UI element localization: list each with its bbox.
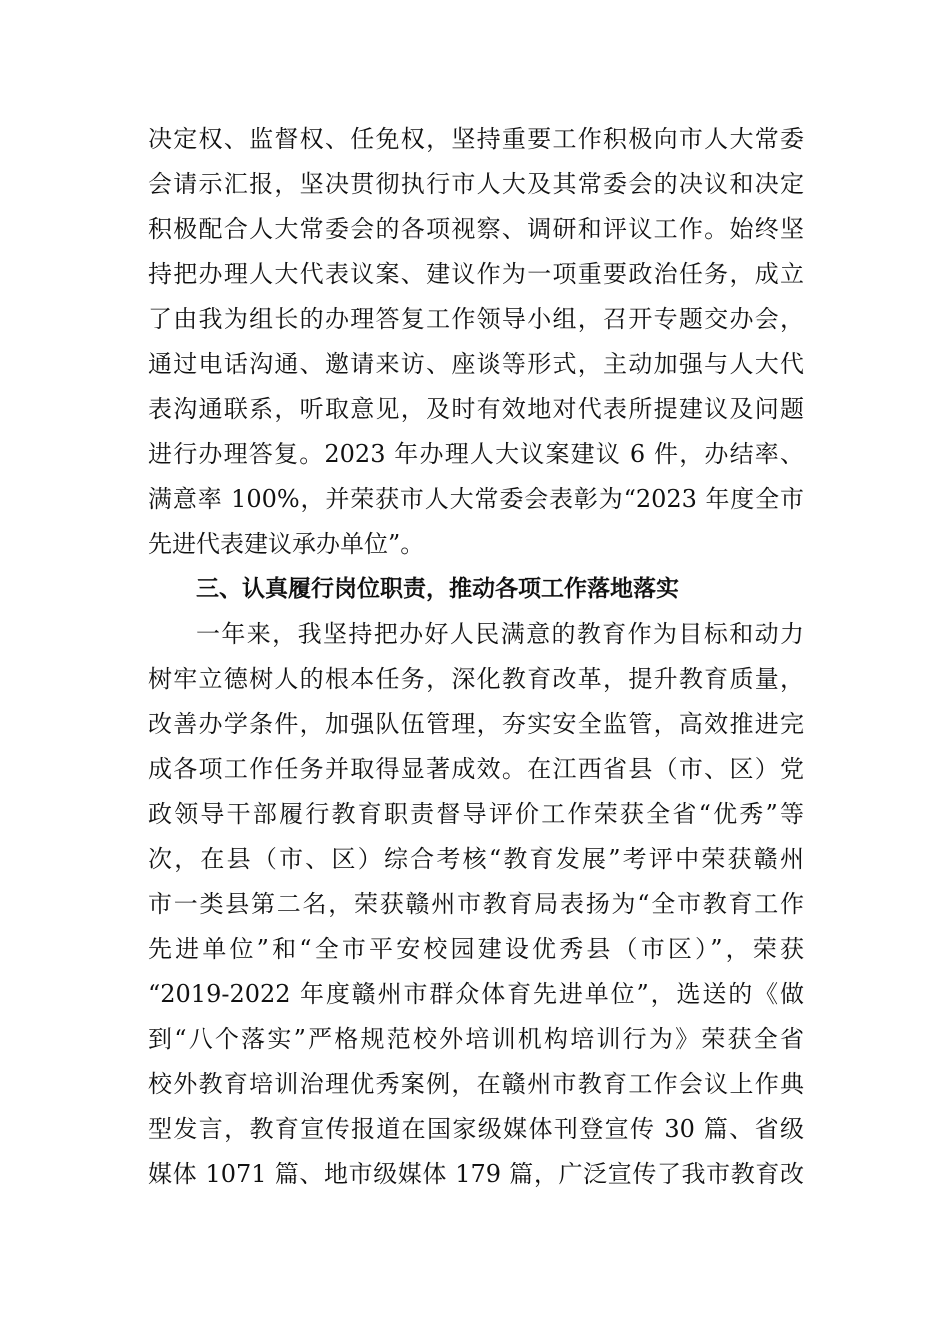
paragraph1-line-5: 了由我为组长的办理答复工作领导小组，召开专题交办会， [148, 305, 804, 333]
paragraph2-line-8: 先进单位”和“全市平安校园建设优秀县（市区）”，荣获 [148, 935, 804, 963]
paragraph2-line-7: 市一类县第二名，荣获赣州市教育局表扬为“全市教育工作 [148, 890, 804, 918]
paragraph2-line-4: 成各项工作任务并取得显著成效。在江西省县（市、区）党 [148, 755, 804, 783]
paragraph2-line-6: 次，在县（市、区）综合考核“教育发展”考评中荣获赣州 [148, 845, 804, 873]
paragraph2-line-10: 到“八个落实”严格规范校外培训机构培训行为》荣获全省 [148, 1025, 804, 1053]
paragraph2-line-11: 校外教育培训治理优秀案例，在赣州市教育工作会议上作典 [148, 1070, 804, 1098]
paragraph2-line-13: 媒体 1071 篇、地市级媒体 179 篇，广泛宣传了我市教育改 [148, 1160, 804, 1188]
paragraph1-line-1: 决定权、监督权、任免权，坚持重要工作积极向市人大常委 [148, 125, 804, 153]
paragraph1-line-4: 持把办理人大代表议案、建议作为一项重要政治任务，成立 [148, 260, 804, 288]
paragraph1-line-3: 积极配合人大常委会的各项视察、调研和评议工作。始终坚 [148, 215, 804, 243]
paragraph2-line-12: 型发言，教育宣传报道在国家级媒体刊登宣传 30 篇、省级 [148, 1115, 804, 1143]
paragraph2-line-1: 一年来，我坚持把办好人民满意的教育作为目标和动力 [196, 620, 804, 648]
paragraph1-line-7: 表沟通联系，听取意见，及时有效地对代表所提建议及问题 [148, 395, 804, 423]
paragraph1-line-2: 会请示汇报，坚决贯彻执行市人大及其常委会的决议和决定 [148, 170, 804, 198]
paragraph2-line-9: “2019-2022 年度赣州市群众体育先进单位”，选送的《做 [148, 980, 804, 1008]
paragraph1-line-10: 先进代表建议承办单位”。 [148, 530, 425, 558]
paragraph1-line-9: 满意率 100%，并荣获市人大常委会表彰为“2023 年度全市 [148, 485, 804, 513]
paragraph1-line-6: 通过电话沟通、邀请来访、座谈等形式，主动加强与人大代 [148, 350, 804, 378]
paragraph1-line-8: 进行办理答复。2023 年办理人大议案建议 6 件，办结率、 [148, 440, 804, 468]
paragraph2-line-3: 改善办学条件，加强队伍管理，夯实安全监管，高效推进完 [148, 710, 804, 738]
paragraph2-line-2: 树牢立德树人的根本任务，深化教育改革，提升教育质量， [148, 665, 804, 693]
section-heading: 三、认真履行岗位职责，推动各项工作落地落实 [196, 576, 679, 602]
paragraph2-line-5: 政领导干部履行教育职责督导评价工作荣获全省“优秀”等 [148, 800, 804, 828]
